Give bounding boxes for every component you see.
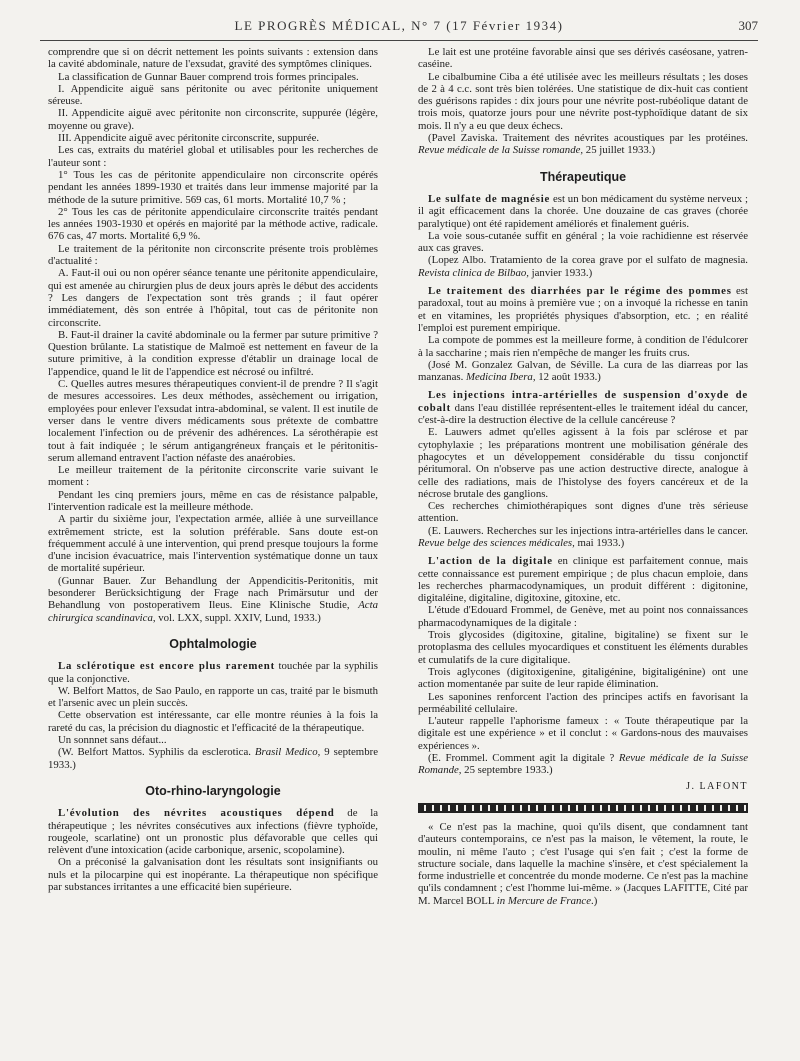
paragraph: L'action de la digitale en clinique est parfaitement connue, mais cette connaissance est purement empirique ; de plus chacun emploie, dans les recherches pharmacodynamiques, un produit différent : digitonine, digitaléine, digitaline, digitoxine, gitoxine, etc. xyxy=(418,555,748,605)
paragraph: 1° Tous les cas de péritonite appendiculaire non circonscrite opérés pendant les années 1899-1930 et traités dans leur immense majorité par la méthode de la suture primitive. 569 cas, 61 morts. Mortalité 10,7 % ; xyxy=(48,168,378,206)
paragraph: Trois glycosides (digitoxine, gitaline, bigitaline) se fixent sur le protoplasma des cellules myocardiques et constituent les éléments durables et cumulatifs de la cure digitalique. xyxy=(418,629,748,666)
paragraph: La sclérotique est encore plus rarement touchée par la syphilis que la conjonctive. xyxy=(48,660,378,685)
page-header xyxy=(40,14,758,41)
paragraph: La voie sous-cutanée suffit en général ; la voie rachidienne est réservée aux cas graves. xyxy=(418,229,748,255)
section-heading-oto-rhino: Oto-rhino-laryngologie xyxy=(145,783,281,798)
left-column xyxy=(48,46,378,893)
paragraph: Le traitement des diarrhées par le régime des pommes est paradoxal, tout au moins à première vue ; on a invoqué la richesse en tanin et en vitamines, les propriétés physiques d'absorption, etc. ; en réalité l'emploi est purement empirique. xyxy=(418,285,748,334)
right-column xyxy=(418,46,748,907)
paragraph: W. Belfort Mattos, de Sao Paulo, en rapporte un cas, traité par le bismuth et l'arsenic avec un plein succès. xyxy=(48,684,378,710)
paragraph: Le sulfate de magnésie est un bon médicament du système nerveux ; il agit efficacement dans la chorée. Une douzaine de cas graves (chorée paralytique) ont été rapidement améliorés et finalement guéris. xyxy=(418,192,748,230)
paragraph: A. Faut-il oui ou non opérer séance tenante une péritonite appendiculaire, qui est amenée au chirurgien plus de deux jours après le début des accidents ? Les dangers de l'expectation sont très grands ; il faut opérer immédiatement, dès son entrée à l'hôpital, tout cas de péritonite non circonscrite. xyxy=(48,267,378,329)
paragraph: La classification de Gunnar Bauer comprend trois formes principales. xyxy=(58,70,359,83)
paragraph: E. Lauwers admet qu'elles agissent à la fois par sclérose et par cytophylaxie ; les préparations montrent une mobilisation générale des phagocytes et un développement considérable du tissu conjonctif péritumoral. On n'observe pas une action destructive directe, analogue à celle des radiations, mais de l'histolyse des foyers cancéreux et de la nécrose brutale des ganglions. xyxy=(418,426,748,500)
paragraph: Cette observation est intéressante, car elle montre réunies à la fois la rareté du cas, la précision du diagnostic et l'efficacité de la thérapeutique. xyxy=(48,709,378,734)
paragraph: I. Appendicite aiguë sans péritonite ou avec péritonite uniquement séreuse. xyxy=(48,82,378,108)
paragraph: Le meilleur traitement de la péritonite circonscrite varie suivant le moment : xyxy=(48,464,378,489)
paragraph: L'étude d'Edouard Frommel, de Genève, met au point nos connaissances pharmacodynamiques de la digitale : xyxy=(418,604,748,629)
paragraph: Ces recherches chimiothérapiques sont dignes d'une très sérieuse attention. xyxy=(418,500,748,525)
paragraph: Pendant les cinq premiers jours, même en cas de résistance palpable, l'intervention radicale est la meilleure méthode. xyxy=(48,488,378,513)
paragraph: III. Appendicite aiguë avec péritonite circonscrite, suppurée. xyxy=(58,132,320,145)
reference: (E. Lauwers. Recherches sur les injections intra-artérielles dans le cancer. Revue belge des sciences médicales, mai 1933.) xyxy=(418,524,748,549)
reference: (José M. Gonzalez Galvan, de Séville. La cura de las diarreas por las manzanas. Medicina Ibera, 12 août 1933.) xyxy=(418,358,748,384)
paragraph: L'évolution des névrites acoustiques dépend de la thérapeutique ; les névrites consécutives aux infections (fièvre typhoïde, rougeole, scarlatine) ont un pronostic plus défavorable que celles qui relèvent d'une intoxication (acide carbonique, arsenic, scopolamine). xyxy=(48,807,378,857)
paragraph: C. Quelles autres mesures thérapeutiques convient-il de prendre ? Il s'agit de mesures accessoires. Les deux méthodes, assèchement ou irrigation, employées pour enlever l'exsudat intra-abdominal, se valent. Il est inutile de verser dans le ventre divers médicaments sous prétexte de combattre localement l'infection ou de prévenir des adhérences. La sérothérapie est tout à fait indiquée ; le sérum antigangréneux français et le péritonitis-serum allemand entravent l'action néfaste des anaérobies. xyxy=(48,378,378,464)
paragraph: comprendre que si on décrit nettement les points suivants : extension dans la cavité abdominale, nature de l'exsudat, gravité des symptômes cliniques. xyxy=(48,46,378,71)
paragraph: Trois aglycones (digitoxigenine, gitaligénine, bigitaligénine) ont une action momentanée par suite de leur rapide élimination. xyxy=(418,665,748,691)
paragraph: On a préconisé la galvanisation dont les résultats sont insignifiants ou nuls et la pilocarpine qui est inopérante. La thérapeutique non spécifique par substances irritantes a une efficacité bien supérieure. xyxy=(48,856,378,893)
page-number: 307 xyxy=(738,18,758,33)
paragraph: Le traitement de la péritonite non circonscrite présente trois problèmes d'actualité : xyxy=(48,242,378,268)
ornamental-divider xyxy=(418,803,748,813)
reference: (E. Frommel. Comment agit la digitale ? Revue médicale de la Suisse Romande, 25 septembre 1933.) xyxy=(418,752,749,777)
paragraph: Les cas, extraits du matériel global et utilisables pour les recherches de l'auteur sont : xyxy=(48,144,378,169)
paragraph: L'auteur rappelle l'aphorisme fameux : « Toute thérapeutique par la digitale est une expérience » et il conclut : « Gardons-nous des mauvaises expériences ». xyxy=(418,715,748,752)
paragraph: Un sonnnet sans défaut... xyxy=(58,734,167,747)
reference: (Lopez Albo. Tratamiento de la corea grave por el sulfato de magnesia. Revista clinica de Bilbao, janvier 1933.) xyxy=(418,254,748,279)
reference: (Gunnar Bauer. Zur Behandlung der Appendicitis-Peritonitis, mit besonderer Berücksichtigung der Frage nach Primärsutur und der Behandlung von postoperativem Ileus. Eine Klinische Studie, Acta chirurgica scandinavica, vol. LXX, suppl. XXIV, Lund, 1933.) xyxy=(48,574,378,624)
paragraph: Le lait est une protéine favorable ainsi que ses dérivés caséosane, yatren-caséine. xyxy=(418,46,748,71)
paragraph: Le cibalbumine Ciba a été utilisée avec les meilleurs résultats ; les doses de 2 à 4 c.c. sont très bien tolérées. Une statistique de dix-huit cas contient des guérisons rapides : dix jours pour une névrite post-rubéolique datant de trois mois, quatorze jours pour une névrite post-typhoïdique datant de six mois. Il n'y a eu que deux échecs. xyxy=(418,70,748,132)
paragraph: Les saponines renforcent l'action des principes actifs en favorisant la perméabilité cellulaire. xyxy=(418,690,748,715)
paragraph: La compote de pommes est la meilleure forme, à condition de l'édulcorer à la saccharine ; mais rien n'empêche de manger les fruits crus. xyxy=(418,334,748,359)
journal-title: LE PROGRÈS MÉDICAL, N° 7 (17 Février 1934) xyxy=(234,18,564,33)
closing-quote: « Ce n'est pas la machine, quoi qu'ils disent, que condamnent tant d'auteurs contemporains, ce n'est pas la maison, le vêtement, la route, le moulin, ni même l'auto ; c'est l'usage qui s'en fait ; c'est la forme de structure sociale, dans laquelle la machine s'insère, et c'est spécialement la forme industrielle et concentrée du monde moderne. Ce n'est pas la machine qu'ils condamnent ; c'est l'homme lui-même. » (Jacques LAFITTE, Cité par M. Marcel BOLL in Mercure de France.) xyxy=(418,820,748,907)
reference: (Pavel Zaviska. Traitement des névrites acoustiques par les protéines. Revue médicale de la Suisse romande, 25 juillet 1933.) xyxy=(418,132,748,157)
reference: (W. Belfort Mattos. Syphilis da esclerotica. Brasil Medico, 9 septembre 1933.) xyxy=(48,746,378,771)
paragraph: 2° Tous les cas de péritonite appendiculaire circonscrite traités pendant les années 1903-1930 et opérés en majorité par la méthode active, radicale. 676 cas, 47 morts. Mortalité 6,9 %. xyxy=(48,205,378,243)
author-signature: J. LAFONT xyxy=(686,780,748,792)
paragraph: II. Appendicite aiguë avec péritonite non circonscrite, suppurée (légère, moyenne ou grave). xyxy=(48,107,378,132)
paragraph: A partir du sixième jour, l'expectation armée, alliée à une surveillance extrêmement stricte, est la solution préférable. Sans doute est-on fréquemment acculé à une intervention, qui prend presque toujours la forme d'une incision évacuatrice, mais l'intervention systématique donne un taux de mortalité supérieur. xyxy=(48,513,378,575)
section-heading-ophtalmologie: Ophtalmologie xyxy=(169,636,257,651)
paragraph: B. Faut-il drainer la cavité abdominale ou la fermer par suture primitive ? Question brûlante. La statistique de Malmoë est nettement en faveur de la suture primitive, à la condition expresse d'établir un drainage local de l'appendice, quand le lit de l'appendice est nécrosé ou infiltré. xyxy=(48,328,378,378)
section-heading-therapeutique: Thérapeutique xyxy=(539,169,627,184)
paragraph: Les injections intra-artérielles de suspension d'oxyde de cobalt dans l'eau distillée représentent-elles le traitement idéal du cancer, c'est-à-dire la destruction élective de la cellule cancéreuse ? xyxy=(418,389,748,427)
